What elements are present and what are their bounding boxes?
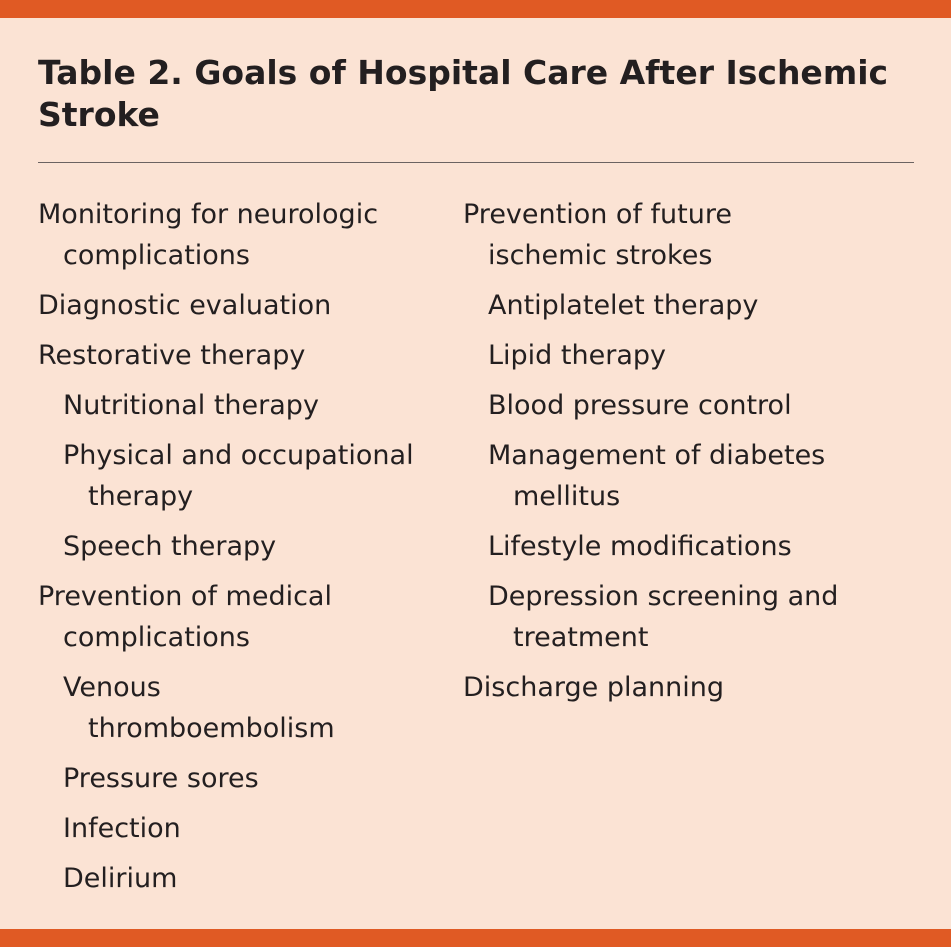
- list-item: Venous thromboembolism: [63, 672, 335, 744]
- list-item: Lifestyle modifications: [488, 531, 792, 562]
- list-item: Restorative therapy: [38, 340, 306, 371]
- list-item: Antiplatelet therapy: [488, 290, 759, 321]
- list-item: Depression screening and treatment: [488, 581, 839, 653]
- list-item: Speech therapy: [63, 531, 277, 562]
- list-item: Monitoring for neurologic complications: [38, 199, 379, 271]
- list-item: Prevention of medical complications: [38, 581, 332, 653]
- list-item: Nutritional therapy: [63, 390, 319, 421]
- title-divider: [38, 162, 914, 163]
- bottom-accent-bar: [0, 929, 951, 947]
- list-item: Diagnostic evaluation: [38, 290, 332, 321]
- table-title: Table 2. Goals of Hospital Care After Ischemic Stroke: [38, 53, 889, 134]
- list-item: Infection: [63, 813, 181, 844]
- list-item: Management of diabetes mellitus: [488, 440, 826, 512]
- list-item: Blood pressure control: [488, 390, 792, 421]
- top-accent-bar: [0, 0, 951, 18]
- list-item: Physical and occupational therapy: [63, 440, 414, 512]
- left-column: [38, 194, 438, 908]
- list-item: Lipid therapy: [488, 340, 666, 371]
- right-column: [463, 194, 933, 717]
- list-item: Pressure sores: [63, 763, 259, 794]
- list-item: Prevention of future ischemic strokes: [463, 199, 732, 271]
- list-item: Delirium: [63, 863, 178, 894]
- list-item: Discharge planning: [463, 672, 724, 703]
